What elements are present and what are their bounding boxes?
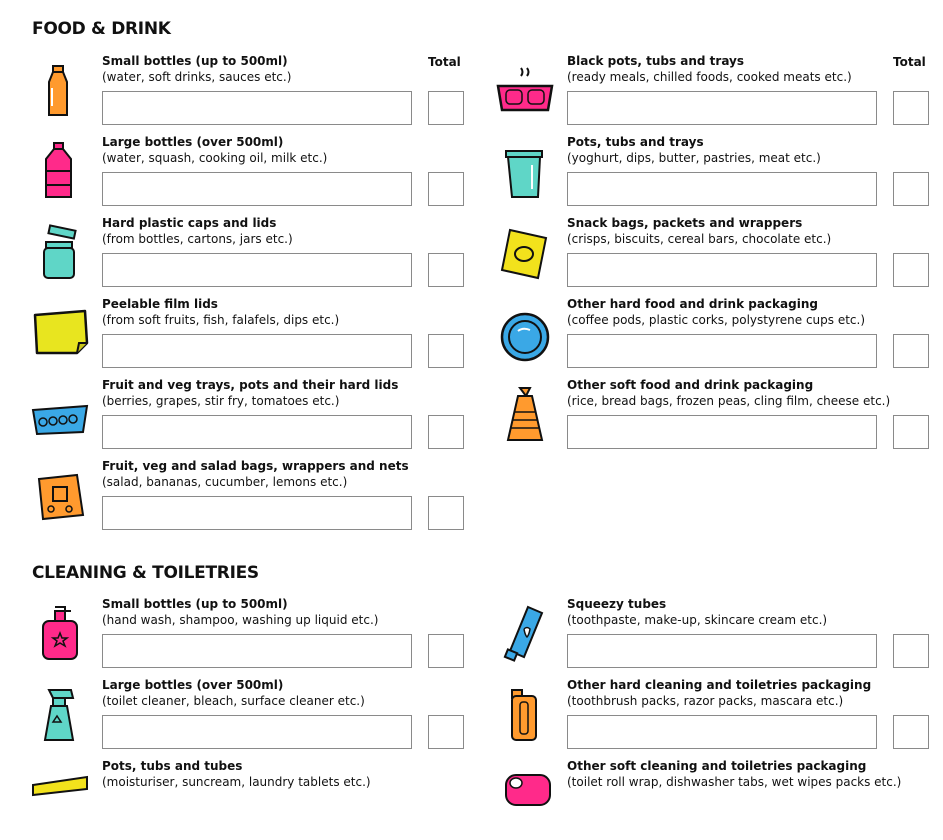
total-input[interactable] bbox=[893, 172, 929, 206]
item-description: (crisps, biscuits, cereal bars, chocolate etc.) bbox=[567, 232, 832, 246]
item-description: (water, soft drinks, sauces etc.) bbox=[102, 70, 292, 84]
tray-icon bbox=[496, 60, 554, 118]
item-fruit-veg-trays bbox=[31, 378, 471, 459]
item-name: Large bottles (over 500ml) bbox=[102, 135, 284, 149]
section-title-cleaning-toiletries: CLEANING & TOILETRIES bbox=[32, 563, 259, 583]
count-input[interactable] bbox=[102, 334, 412, 368]
total-input[interactable] bbox=[428, 496, 464, 530]
total-input[interactable] bbox=[893, 91, 929, 125]
section-title-food-drink: FOOD & DRINK bbox=[32, 19, 171, 39]
item-film-lids bbox=[31, 297, 471, 378]
total-input[interactable] bbox=[893, 334, 929, 368]
item-name: Other soft cleaning and toiletries packaging bbox=[567, 759, 867, 773]
item-description: (toothbrush packs, razor packs, mascara etc.) bbox=[567, 694, 844, 708]
film-lid-icon bbox=[31, 303, 89, 361]
item-name: Pots, tubs and trays bbox=[567, 135, 704, 149]
item-small-bottles-food bbox=[31, 54, 471, 135]
snack-bag-icon bbox=[496, 222, 554, 280]
count-input[interactable] bbox=[102, 496, 412, 530]
count-input[interactable] bbox=[567, 91, 877, 125]
item-description: (toothpaste, make-up, skincare cream etc.) bbox=[567, 613, 828, 627]
item-squeezy-tubes bbox=[496, 597, 936, 678]
spray-bottle-icon bbox=[31, 684, 89, 742]
total-input[interactable] bbox=[893, 634, 929, 668]
total-column-header-left: Total bbox=[428, 55, 461, 69]
item-name: Fruit, veg and salad bags, wrappers and nets bbox=[102, 459, 409, 473]
coffee-pod-icon bbox=[496, 303, 554, 361]
count-input[interactable] bbox=[102, 253, 412, 287]
item-description: (toilet roll wrap, dishwasher tabs, wet wipes packs etc.) bbox=[567, 775, 902, 789]
tub-icon bbox=[496, 141, 554, 199]
berry-tray-icon bbox=[31, 384, 89, 442]
item-name: Small bottles (up to 500ml) bbox=[102, 597, 288, 611]
item-name: Hard plastic caps and lids bbox=[102, 216, 277, 230]
item-other-hard-food bbox=[496, 297, 936, 378]
item-description: (from bottles, cartons, jars etc.) bbox=[102, 232, 293, 246]
count-input[interactable] bbox=[567, 415, 877, 449]
count-input[interactable] bbox=[102, 91, 412, 125]
bread-bag-icon bbox=[496, 384, 554, 442]
count-input[interactable] bbox=[567, 172, 877, 206]
item-small-bottles-cleaning bbox=[31, 597, 471, 678]
count-input[interactable] bbox=[102, 715, 412, 749]
pump-bottle-icon bbox=[31, 603, 89, 661]
item-name: Pots, tubs and tubes bbox=[102, 759, 243, 773]
total-input[interactable] bbox=[893, 715, 929, 749]
item-name: Fruit and veg trays, pots and their hard lids bbox=[102, 378, 399, 392]
large-bottle-icon bbox=[31, 141, 89, 199]
item-caps-lids bbox=[31, 216, 471, 297]
item-description: (berries, grapes, stir fry, tomatoes etc.) bbox=[102, 394, 340, 408]
count-input[interactable] bbox=[567, 253, 877, 287]
item-name: Other hard cleaning and toiletries packaging bbox=[567, 678, 872, 692]
count-input[interactable] bbox=[567, 634, 877, 668]
total-input[interactable] bbox=[428, 253, 464, 287]
item-description: (hand wash, shampoo, washing up liquid etc.) bbox=[102, 613, 379, 627]
total-input[interactable] bbox=[428, 91, 464, 125]
jar-lid-icon bbox=[31, 222, 89, 280]
total-column-header-right: Total bbox=[893, 55, 926, 69]
item-description: (salad, bananas, cucumber, lemons etc.) bbox=[102, 475, 348, 489]
total-input[interactable] bbox=[428, 172, 464, 206]
total-input[interactable] bbox=[428, 634, 464, 668]
total-input[interactable] bbox=[893, 253, 929, 287]
net-bag-icon bbox=[31, 465, 89, 523]
item-description: (coffee pods, plastic corks, polystyrene cups etc.) bbox=[567, 313, 866, 327]
item-pots-tubs-trays bbox=[496, 135, 936, 216]
count-input[interactable] bbox=[102, 634, 412, 668]
item-name: Large bottles (over 500ml) bbox=[102, 678, 284, 692]
item-name: Small bottles (up to 500ml) bbox=[102, 54, 288, 68]
item-name: Snack bags, packets and wrappers bbox=[567, 216, 803, 230]
wipes-pack-icon bbox=[496, 765, 554, 823]
item-description: (yoghurt, dips, butter, pastries, meat etc.) bbox=[567, 151, 821, 165]
item-name: Other hard food and drink packaging bbox=[567, 297, 818, 311]
item-name: Peelable film lids bbox=[102, 297, 218, 311]
toothbrush-pack-icon bbox=[496, 684, 554, 742]
item-snack-bags bbox=[496, 216, 936, 297]
total-input[interactable] bbox=[428, 415, 464, 449]
item-other-soft-food bbox=[496, 378, 936, 459]
total-input[interactable] bbox=[893, 415, 929, 449]
item-description: (from soft fruits, fish, falafels, dips etc.) bbox=[102, 313, 340, 327]
item-pots-tubs-tubes bbox=[31, 759, 471, 840]
item-other-soft-cleaning bbox=[496, 759, 936, 840]
item-name: Squeezy tubes bbox=[567, 597, 667, 611]
total-input[interactable] bbox=[428, 334, 464, 368]
item-large-bottles-cleaning bbox=[31, 678, 471, 759]
count-input[interactable] bbox=[102, 172, 412, 206]
item-name: Other soft food and drink packaging bbox=[567, 378, 814, 392]
item-description: (ready meals, chilled foods, cooked meats etc.) bbox=[567, 70, 852, 84]
count-input[interactable] bbox=[567, 715, 877, 749]
count-input[interactable] bbox=[102, 415, 412, 449]
tube-icon bbox=[31, 765, 89, 823]
item-description: (rice, bread bags, frozen peas, cling film, cheese etc.) bbox=[567, 394, 891, 408]
item-fruit-veg-bags bbox=[31, 459, 471, 540]
item-large-bottles-food bbox=[31, 135, 471, 216]
small-bottle-icon bbox=[31, 60, 89, 118]
count-input[interactable] bbox=[567, 334, 877, 368]
item-black-pots bbox=[496, 54, 936, 135]
item-other-hard-cleaning bbox=[496, 678, 936, 759]
item-description: (water, squash, cooking oil, milk etc.) bbox=[102, 151, 328, 165]
item-name: Black pots, tubs and trays bbox=[567, 54, 745, 68]
toothpaste-tube-icon bbox=[496, 603, 554, 661]
total-input[interactable] bbox=[428, 715, 464, 749]
item-description: (toilet cleaner, bleach, surface cleaner etc.) bbox=[102, 694, 365, 708]
item-description: (moisturiser, suncream, laundry tablets etc.) bbox=[102, 775, 371, 789]
